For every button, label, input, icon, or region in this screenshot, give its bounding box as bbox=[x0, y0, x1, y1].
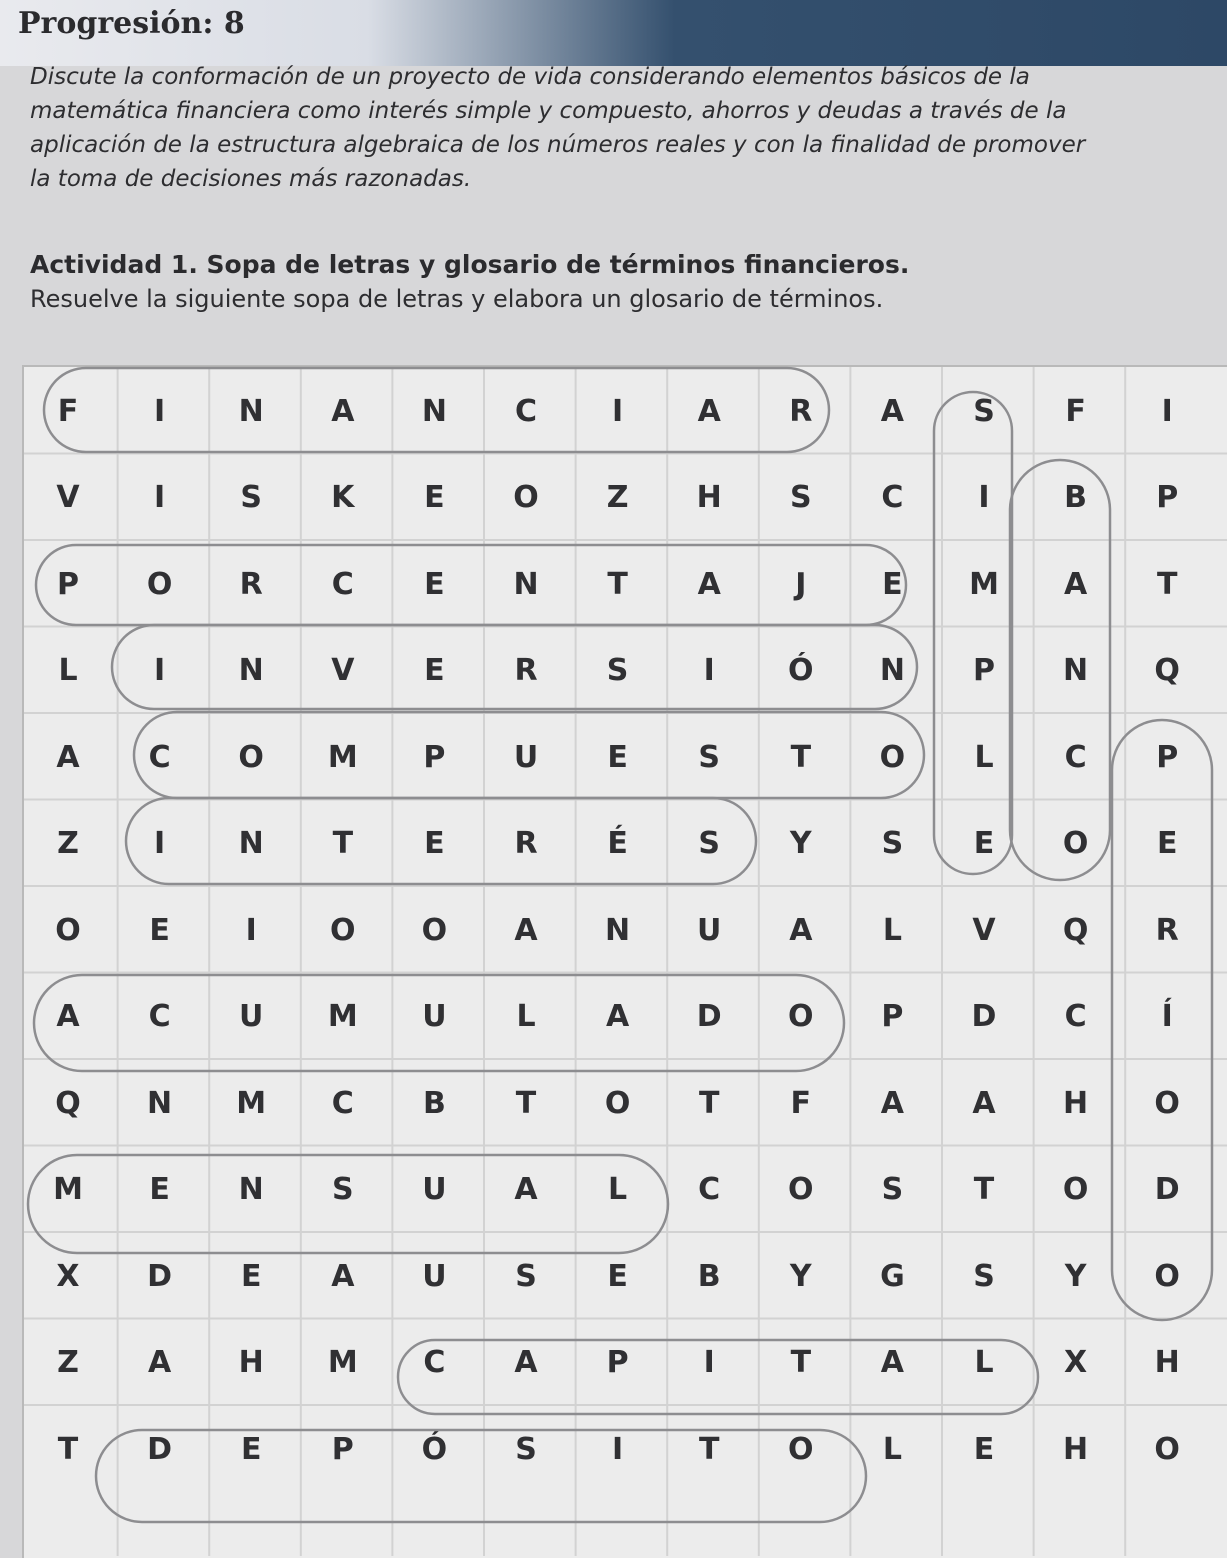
grid-letter: I bbox=[154, 826, 166, 861]
grid-letter: V bbox=[972, 912, 996, 948]
grid-letter: T bbox=[607, 566, 628, 602]
grid-letter: A bbox=[697, 393, 721, 429]
grid-letter: J bbox=[795, 566, 807, 602]
grid-letter: N bbox=[238, 1172, 264, 1207]
grid-letter: Q bbox=[55, 1085, 81, 1121]
grid-letter: L bbox=[974, 739, 994, 775]
grid-letter: O bbox=[238, 739, 264, 775]
grid-letter: S bbox=[973, 1258, 995, 1294]
grid-letter: N bbox=[879, 653, 905, 688]
grid-letter: G bbox=[880, 1258, 905, 1294]
grid-letter: K bbox=[331, 480, 355, 515]
circle-word-col-13 bbox=[1112, 720, 1212, 1320]
grid-letter: R bbox=[1155, 912, 1179, 948]
grid-letter: U bbox=[422, 999, 447, 1034]
grid-letter: T bbox=[1156, 566, 1178, 602]
grid-letter: S bbox=[789, 480, 812, 515]
grid-letter: X bbox=[1064, 1345, 1088, 1380]
grid-letter: U bbox=[239, 999, 264, 1034]
grid-letter: S bbox=[973, 393, 995, 429]
grid-letter: C bbox=[1064, 739, 1087, 775]
grid-letter: U bbox=[422, 1172, 447, 1207]
page-title: Progresión: 8 bbox=[18, 6, 245, 41]
grid-letter: S bbox=[331, 1172, 354, 1207]
grid-letter: D bbox=[147, 1258, 173, 1294]
grid-letter: P bbox=[881, 999, 904, 1034]
grid-letter: L bbox=[882, 1431, 902, 1467]
grid-letter: O bbox=[879, 739, 906, 775]
grid-letter: N bbox=[238, 653, 264, 688]
intro-line: Discute la conformación de un proyecto de vida considerando elementos básicos de la bbox=[30, 64, 1030, 90]
grid-letter: V bbox=[331, 653, 355, 688]
grid-letter: E bbox=[882, 566, 903, 602]
grid-letter: T bbox=[698, 1431, 720, 1467]
grid-letter: M bbox=[327, 739, 358, 775]
grid-letter: D bbox=[147, 1431, 173, 1467]
circle-word-col-11 bbox=[934, 392, 1012, 874]
grid-letter: E bbox=[240, 1258, 262, 1294]
grid-letter: C bbox=[331, 1085, 354, 1121]
grid-letter: E bbox=[1156, 826, 1178, 861]
grid-letter: M bbox=[969, 566, 999, 602]
grid-letter: A bbox=[56, 739, 80, 775]
grid-letter: C bbox=[514, 393, 538, 429]
circle-word-row-3 bbox=[36, 545, 906, 625]
grid-letter: C bbox=[698, 1172, 721, 1207]
grid-letter: A bbox=[972, 1085, 996, 1121]
grid-letter: F bbox=[1065, 393, 1086, 429]
grid-letter: O bbox=[55, 912, 81, 948]
grid-letter: Z bbox=[606, 480, 629, 515]
grid-letter: T bbox=[973, 1172, 995, 1207]
intro-line: matemática financiera como interés simple y compuesto, ahorros y deudas a través de la bbox=[30, 98, 1067, 124]
grid-letter: A bbox=[147, 1345, 172, 1380]
circle-word-row-13 bbox=[96, 1430, 866, 1522]
grid-letter: O bbox=[788, 999, 814, 1034]
grid-letter: B bbox=[422, 1085, 446, 1121]
grid-letter: I bbox=[703, 1345, 715, 1380]
grid-letter: S bbox=[698, 826, 720, 861]
activity-title: Actividad 1. Sopa de letras y glosario de términos financieros. bbox=[30, 250, 910, 279]
grid-letter: C bbox=[881, 480, 904, 515]
grid-letter: X bbox=[56, 1258, 80, 1294]
grid-letter: H bbox=[238, 1345, 264, 1380]
grid-letter: O bbox=[1062, 1172, 1089, 1207]
grid-letter: A bbox=[880, 1085, 904, 1121]
grid-letter: D bbox=[971, 999, 997, 1034]
grid-letter: A bbox=[514, 1172, 538, 1207]
grid-letter: M bbox=[327, 1345, 358, 1380]
grid-letter: A bbox=[56, 999, 80, 1034]
grid-letter: E bbox=[607, 739, 628, 775]
grid-letter: Ó bbox=[788, 653, 814, 688]
grid-letter: I bbox=[612, 1431, 624, 1467]
grid-letter: I bbox=[154, 393, 166, 429]
grid-letter: F bbox=[790, 1085, 812, 1121]
grid-letter: E bbox=[424, 826, 445, 861]
grid-letter: T bbox=[790, 1345, 812, 1380]
grid-letter: O bbox=[604, 1085, 631, 1121]
circle-word-row-8 bbox=[34, 975, 844, 1071]
grid-letter: P bbox=[423, 739, 446, 775]
grid-letter: C bbox=[423, 1345, 446, 1380]
grid-letter: R bbox=[789, 393, 813, 429]
grid-letter: C bbox=[148, 739, 171, 775]
circle-word-row-12 bbox=[398, 1340, 1038, 1414]
grid-letter: S bbox=[606, 653, 629, 688]
grid-letter: T bbox=[332, 826, 354, 861]
intro-line: la toma de decisiones más razonadas. bbox=[30, 166, 472, 192]
grid-letter: S bbox=[515, 1431, 537, 1467]
grid-letter: T bbox=[698, 1085, 720, 1121]
grid-letter: U bbox=[513, 739, 539, 775]
grid-letter: S bbox=[881, 1172, 904, 1207]
grid-letter: P bbox=[1156, 480, 1179, 515]
grid-letter: E bbox=[240, 1431, 262, 1467]
grid-letter: Z bbox=[57, 826, 79, 861]
grid-letter: I bbox=[978, 480, 990, 515]
grid-letter: S bbox=[515, 1258, 537, 1294]
circle-word-row-10 bbox=[28, 1155, 668, 1253]
grid-letter: I bbox=[703, 653, 715, 688]
grid-letter: O bbox=[1062, 826, 1089, 861]
grid-letter: O bbox=[330, 912, 356, 948]
grid-letter: R bbox=[514, 653, 538, 688]
grid-letter: O bbox=[1154, 1258, 1180, 1294]
grid-letter: B bbox=[697, 1258, 721, 1294]
grid-letter: P bbox=[331, 1431, 354, 1467]
grid-letter: A bbox=[789, 912, 813, 948]
grid-letter: L bbox=[882, 912, 902, 948]
grid-letter: A bbox=[605, 999, 630, 1034]
grid-letter: Í bbox=[1161, 999, 1173, 1034]
grid-letter: Ó bbox=[421, 1431, 448, 1467]
circle-word-col-12 bbox=[1010, 460, 1110, 880]
grid-letter: C bbox=[331, 566, 354, 602]
grid-letter: I bbox=[1161, 393, 1173, 429]
grid-letter: M bbox=[236, 1085, 267, 1121]
grid-letter: V bbox=[56, 480, 80, 515]
grid-letter: R bbox=[514, 826, 538, 861]
grid-letter: H bbox=[1063, 1085, 1089, 1121]
grid-letter: O bbox=[1154, 1085, 1180, 1121]
grid-letter: S bbox=[240, 480, 262, 515]
grid-letter: N bbox=[238, 393, 264, 429]
grid-letter: O bbox=[513, 480, 539, 515]
grid-letter: S bbox=[881, 826, 904, 861]
grid-letter: Q bbox=[1062, 912, 1089, 948]
grid-letter: E bbox=[607, 1258, 628, 1294]
grid-letter: A bbox=[331, 1258, 355, 1294]
grid-letter: C bbox=[1064, 999, 1087, 1034]
grid-letter: I bbox=[154, 653, 166, 688]
grid-letter: P bbox=[57, 566, 79, 602]
grid-letter: C bbox=[148, 999, 171, 1034]
grid-letter: O bbox=[1154, 1431, 1180, 1467]
grid-letter: N bbox=[147, 1085, 173, 1121]
grid-letter: É bbox=[607, 826, 628, 861]
grid-letter: T bbox=[57, 1431, 79, 1467]
grid-letter: A bbox=[697, 566, 721, 602]
grid-letter: D bbox=[1154, 1172, 1180, 1207]
grid-letter: N bbox=[605, 912, 631, 948]
grid-letter: Z bbox=[57, 1345, 79, 1380]
grid-letter: O bbox=[421, 912, 448, 948]
grid-letter: O bbox=[788, 1172, 814, 1207]
grid-letter: Y bbox=[1064, 1258, 1087, 1294]
grid-letter: Q bbox=[1154, 653, 1180, 688]
circle-word-row-5 bbox=[134, 712, 924, 798]
grid-letter: O bbox=[788, 1431, 814, 1467]
grid-letter: D bbox=[696, 999, 722, 1034]
grid-letter: P bbox=[973, 653, 995, 688]
grid-letter: A bbox=[514, 912, 538, 948]
grid-letter: L bbox=[974, 1345, 994, 1380]
grid-letter: F bbox=[57, 393, 79, 429]
circle-word-row-4 bbox=[112, 625, 917, 709]
grid-letter: A bbox=[880, 1345, 904, 1380]
grid-letter: A bbox=[1063, 566, 1088, 602]
circle-word-row-6 bbox=[126, 798, 756, 884]
grid-letter: T bbox=[515, 1085, 537, 1121]
grid-letter: L bbox=[608, 1172, 628, 1207]
grid-letter: U bbox=[697, 912, 722, 948]
grid-letter: S bbox=[698, 739, 720, 775]
grid-letter: H bbox=[1063, 1431, 1089, 1467]
grid-letter: A bbox=[880, 393, 904, 429]
grid-letter: M bbox=[53, 1172, 83, 1207]
grid-letter: E bbox=[973, 1431, 995, 1467]
grid-letter: O bbox=[146, 566, 173, 602]
grid-letter: B bbox=[1064, 480, 1088, 515]
grid-letter: A bbox=[514, 1345, 538, 1380]
grid-letter: U bbox=[422, 1258, 447, 1294]
grid-letter: I bbox=[612, 393, 624, 429]
grid-letter: E bbox=[973, 826, 995, 861]
grid-letter: N bbox=[1063, 653, 1089, 688]
grid-letter: E bbox=[149, 912, 170, 948]
grid-letter: P bbox=[1156, 739, 1179, 775]
grid-letter: Y bbox=[789, 1258, 812, 1294]
grid-letter: P bbox=[606, 1345, 629, 1380]
grid-letter: E bbox=[424, 653, 445, 688]
grid-letter: T bbox=[790, 739, 812, 775]
grid-letter: H bbox=[1154, 1345, 1180, 1380]
grid-letter: L bbox=[516, 999, 536, 1034]
grid-letter: H bbox=[696, 480, 722, 515]
grid-letter: I bbox=[245, 912, 257, 948]
grid-letter: E bbox=[149, 1172, 170, 1207]
circle-word-row-1 bbox=[44, 368, 829, 452]
grid-letter: N bbox=[238, 826, 264, 861]
grid-letter: I bbox=[154, 480, 166, 515]
intro-line: aplicación de la estructura algebraica de los números reales y con la finalidad de promover bbox=[30, 132, 1086, 158]
grid-letter: R bbox=[239, 566, 263, 602]
grid-letter: N bbox=[513, 566, 539, 602]
grid-letter: M bbox=[327, 999, 358, 1034]
grid-letter: N bbox=[421, 393, 447, 429]
activity-instructions: Resuelve la siguiente sopa de letras y elabora un glosario de términos. bbox=[30, 285, 884, 313]
grid-letter: A bbox=[331, 393, 355, 429]
grid-letter: L bbox=[58, 653, 78, 688]
grid-letter: Y bbox=[789, 826, 812, 861]
grid-letter: E bbox=[424, 566, 445, 602]
grid-letter: E bbox=[424, 480, 445, 515]
